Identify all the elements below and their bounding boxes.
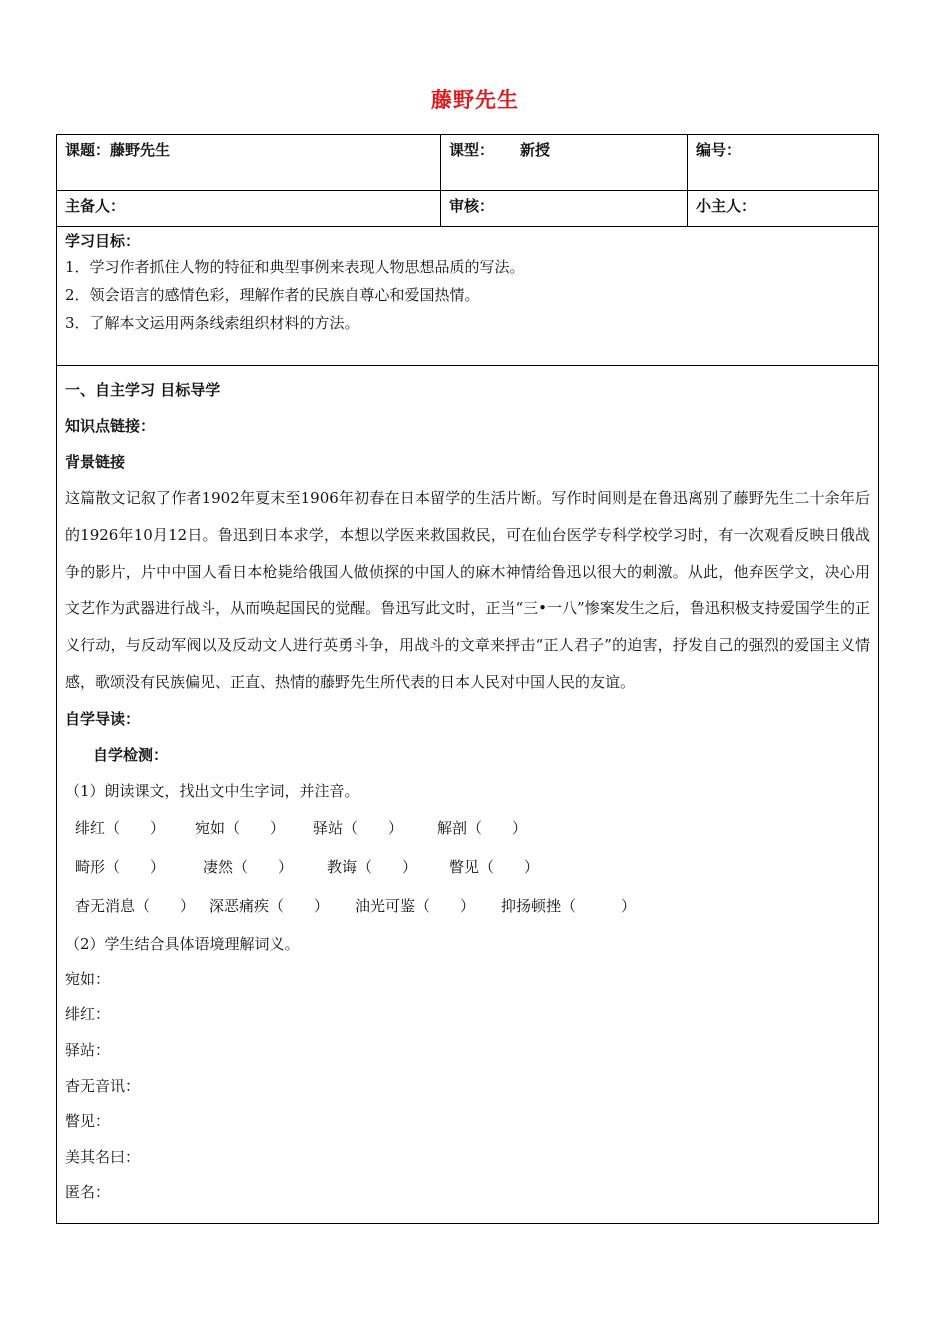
reviewer-cell	[441, 191, 688, 227]
number-cell	[688, 135, 879, 191]
topic-value: 藤野先生	[110, 141, 171, 159]
page-title: 藤野先生	[431, 88, 519, 112]
vocab-item: 教诲（ ）	[327, 857, 418, 876]
goal-item-1: 1．学习作者抓住人物的特征和典型事例来表现人物思想品质的写法。	[65, 258, 525, 276]
vocab-item: 瞥见（ ）	[449, 857, 540, 876]
vocab-row-2	[65, 848, 870, 887]
number-label: 编号：	[696, 141, 742, 159]
vocab-item: 绯红（ ）	[75, 818, 166, 837]
term-line: 杳无音讯：	[65, 1076, 141, 1095]
type-cell	[441, 135, 688, 191]
background-link-heading: 背景链接	[65, 453, 126, 471]
term-line: 绯红：	[65, 1005, 111, 1024]
goal-item-3: 3．了解本文运用两条线索组织材料的方法。	[65, 314, 360, 332]
vocab-item: 宛如（ ）	[195, 818, 286, 837]
vocab-item: 解剖（ ）	[437, 818, 528, 837]
vocab-item: 杳无消息（ ）	[75, 896, 196, 915]
header-row-1	[57, 135, 879, 191]
self-test-heading: 自学检测：	[93, 745, 169, 764]
term-line: 美其名曰：	[65, 1147, 141, 1166]
vocab-row-3	[65, 887, 870, 926]
type-value: 新授	[520, 141, 551, 159]
term-list	[65, 962, 870, 1211]
reviewer-label: 审核：	[449, 197, 495, 215]
task-2-instruction: （2）学生结合具体语境理解词义。	[65, 934, 300, 953]
term-line: 驿站：	[65, 1040, 111, 1059]
goals-heading: 学习目标：	[65, 232, 141, 250]
small-host-cell	[688, 191, 879, 227]
term-line: 瞥见：	[65, 1112, 111, 1131]
content-cell	[57, 366, 879, 1224]
preparer-cell	[57, 191, 441, 227]
task-1-instruction: （1）朗读课文，找出文中生字词，并注音。	[65, 781, 360, 800]
vocab-item: 油光可鉴（ ）	[355, 896, 476, 915]
header-row-2	[57, 191, 879, 227]
knowledge-link-heading: 知识点链接：	[65, 417, 156, 435]
topic-cell	[57, 135, 441, 191]
vocab-item: 抑扬顿挫（ ）	[501, 896, 637, 915]
vocab-row-1	[65, 809, 870, 848]
vocab-item: 凄然（ ）	[203, 857, 294, 876]
goal-item-2: 2．领会语言的感情色彩，理解作者的民族自尊心和爱国热情。	[65, 286, 480, 304]
term-line: 宛如：	[65, 969, 111, 988]
self-reading-heading: 自学导读：	[65, 709, 141, 728]
vocab-item: 驿站（ ）	[313, 818, 404, 837]
section-heading: 一、自主学习 目标导学	[65, 381, 221, 399]
vocab-item: 畸形（ ）	[75, 857, 166, 876]
term-line: 匿名：	[65, 1183, 111, 1202]
preparer-label: 主备人：	[65, 197, 126, 215]
vocab-item: 深恶痛疾（ ）	[209, 896, 330, 915]
background-paragraph: 这篇散文记叙了作者1902年夏末至1906年初春在日本留学的生活片断。写作时间则是在鲁迅离别了藤野先生二十余年后的1926年10月12日。鲁迅到日本求学，本想以学医来救国救民，可在仙台医学专科学校学习时，有一次观看反映日俄战争的影片，片中中国人看日本枪毙给俄国人做侦探的中国人的麻木神情给鲁迅以很大的刺激。从此，他弃医学文，决心用文艺作为武器进行战斗，从而唤起国民的觉醒。鲁迅写此文时，正当“三•一八”惨案发生之后，鲁迅积极支持爱国学生的正义行动，与反动军阀以及反动文人进行英勇斗争，用战斗的文章来抨击“正人君子”的迫害，抒发自己的强烈的爱国主义情感，歌颂没有民族偏见、正直、热情的藤野先生所代表的日本人民对中国人民的友谊。	[65, 489, 870, 691]
goals-row	[57, 227, 879, 366]
lesson-plan-table	[56, 134, 879, 1224]
topic-label: 课题：	[65, 141, 111, 159]
type-label: 课型：	[449, 141, 495, 159]
content-row	[57, 366, 879, 1224]
goals-cell	[57, 227, 879, 366]
small-host-label: 小主人：	[696, 197, 757, 215]
